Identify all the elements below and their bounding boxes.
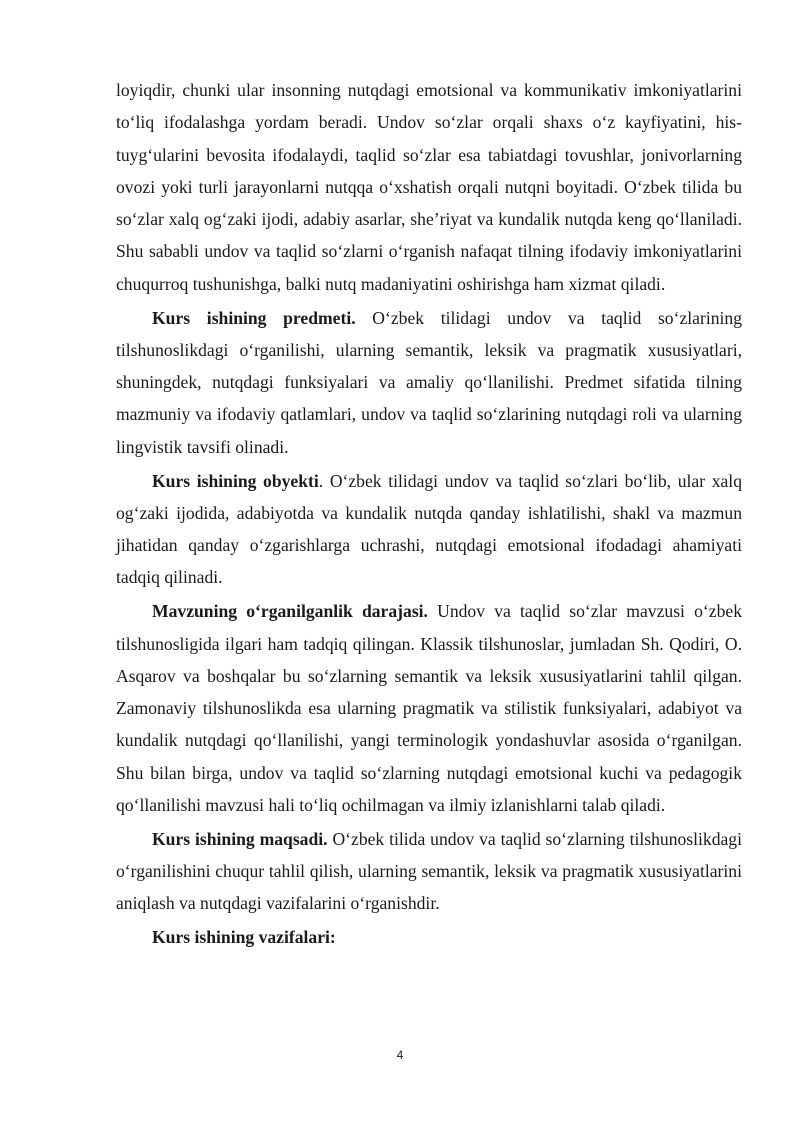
paragraph-goal (116, 823, 742, 920)
paragraph-study-level (116, 595, 742, 821)
document-body (116, 74, 742, 955)
paragraph-text: . O‘zbek tilidagi undov va taqlid so‘zlari bo‘lib, ular xalq og‘zaki ijodida, adabiyotda va kundalik nutqda qanday ishlatilishi, shakl va mazmun jihatidan qanday o‘zgarishlarga uchrashi, nutqdagi emotsional ifodadagi ahamiyati tadqiq qilinadi. (116, 470, 742, 588)
paragraph-heading: Kurs ishining obyekti (152, 470, 319, 491)
paragraph-text: Undov va taqlid so‘zlar mavzusi o‘zbek tilshunosligida ilgari ham tadqiq qilingan. Klassik tilshunoslar, jumladan Sh. Qodiri, O. Asqarov va boshqalar bu so‘zlarning semantik va leksik xususiyatlarini tahlil qilgan. Zamonaviy tilshunoslikda esa ularning pragmatik va stilistik funksiyalari, adabiyot va kundalik nutqdagi qo‘llanilishi, yangi terminologik yondashuvlar asosida o‘rganilgan. Shu bilan birga, undov va taqlid so‘zlarning nutqdagi emotsional kuchi va pedagogik qo‘llanilishi mavzusi hali to‘liq ochilmagan va ilmiy izlanishlarni talab qiladi. (116, 601, 742, 816)
paragraph-text: O‘zbek tilidagi undov va taqlid so‘zlarining tilshunoslikdagi o‘rganilishi, ularning semantik, leksik va pragmatik xususiyatlari, shuningdek, nutqdagi funksiyalari va amaliy qo‘llanilishi. Predmet sifatida tilning mazmuniy va ifodaviy qatlamlari, undov va taqlid so‘zlarining nutqdagi roli va ularning lingvistik tavsifi olinadi. (116, 307, 742, 457)
paragraph-text: O‘zbek tilida undov va taqlid so‘zlarning tilshunoslikdagi o‘rganilishini chuqur tahlil qilish, ularning semantik, leksik va pragmatik xususiyatlarini aniqlash va nutqdagi vazifalarini o‘rganishdir. (116, 828, 742, 914)
paragraph-subject (116, 302, 742, 463)
page-number: 4 (396, 1048, 404, 1062)
paragraph-object (116, 465, 742, 594)
paragraph-heading: Kurs ishining vazifalari: (152, 927, 336, 948)
paragraph-heading: Kurs ishining predmeti. (152, 307, 356, 328)
paragraph-heading: Mavzuning o‘rganilganlik darajasi. (152, 601, 428, 622)
paragraph-intro-continuation (116, 74, 742, 300)
paragraph-heading: Kurs ishining maqsadi. (152, 828, 328, 849)
paragraph-tasks (116, 921, 742, 953)
paragraph-text: loyiqdir, chunki ular insonning nutqdagi emotsional va kommunikativ imkoniyatlarini to‘liq ifodalashga yordam beradi. Undov so‘zlar orqali shaxs o‘z kayfiyatini, his-tuyg‘ularini bevosita ifodalaydi, taqlid so‘zlar esa tabiatdagi tovushlar, jonivorlarning ovozi yoki turli jarayonlarni nutqqa o‘xshatish orqali nutqni boyitadi. O‘zbek tilida bu so‘zlar xalq og‘zaki ijodi, adabiy asarlar, she’riyat va kundalik nutqda keng qo‘llaniladi. Shu sababli undov va taqlid so‘zlarni o‘rganish nafaqat tilning ifodaviy imkoniyatlarini chuqurroq tushunishga, balki nutq madaniyatini oshirishga ham xizmat qiladi. (116, 80, 742, 294)
